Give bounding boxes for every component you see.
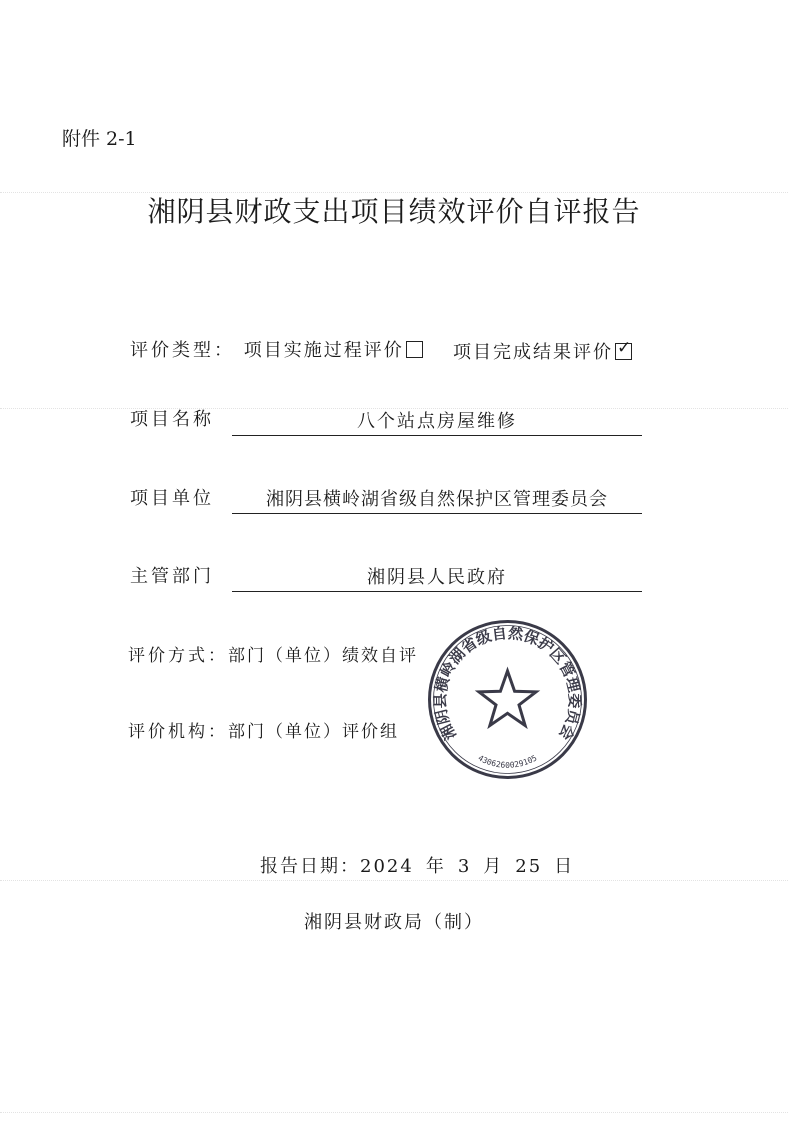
- project-unit-field: 湘阴县横岭湖省级自然保护区管理委员会: [232, 485, 642, 514]
- report-title: 湘阴县财政支出项目绩效评价自评报告: [147, 195, 641, 228]
- check-icon: ✓: [617, 338, 634, 358]
- option-result-checkbox[interactable]: [615, 338, 634, 360]
- report-year: 2024: [360, 856, 414, 877]
- evaluation-method-row: [128, 641, 418, 666]
- option-result-label: 项目完成结果评价: [453, 342, 613, 363]
- evaluation-type-label: 评价类型：: [130, 340, 235, 361]
- supervising-dept-field: 湘阴县人民政府: [232, 563, 642, 592]
- project-name-field: 八个站点房屋维修: [232, 407, 642, 436]
- evaluation-org-label: 评价机构：: [128, 722, 228, 742]
- report-day-unit: 日: [554, 856, 575, 877]
- report-date-label: 报告日期：: [260, 856, 360, 877]
- evaluation-type-row: [130, 336, 423, 362]
- report-month: 3: [457, 856, 472, 877]
- report-date: [260, 852, 586, 878]
- option-result: [453, 338, 632, 364]
- project-unit-label: 项目单位: [130, 488, 214, 509]
- project-name-label: 项目名称: [130, 409, 214, 430]
- scan-dotted-line: [0, 880, 788, 881]
- report-year-unit: 年: [425, 856, 446, 877]
- evaluation-org-value: 部门（单位）评价组: [228, 722, 399, 742]
- option-process-label: 项目实施过程评价: [243, 340, 404, 361]
- supervising-dept-label: 主管部门: [130, 566, 214, 587]
- report-month-unit: 月: [483, 856, 504, 877]
- official-seal: [425, 617, 590, 782]
- option-process-checkbox[interactable]: [406, 341, 423, 358]
- seal-code: 4306260029105: [476, 753, 539, 770]
- star-icon: [479, 671, 536, 726]
- seal-ring-text: 湘阴县横岭湖省级自然保护区管理委员会: [431, 624, 584, 743]
- evaluation-org-row: [128, 717, 399, 742]
- evaluation-method-value: 部门（单位）绩效自评: [228, 646, 418, 666]
- report-day: 25: [515, 856, 543, 877]
- attachment-label: 附件 2-1: [62, 128, 137, 150]
- issuer: 湘阴县财政局（制）: [304, 912, 484, 933]
- scan-dotted-line: [0, 1112, 788, 1113]
- evaluation-method-label: 评价方式：: [128, 646, 228, 666]
